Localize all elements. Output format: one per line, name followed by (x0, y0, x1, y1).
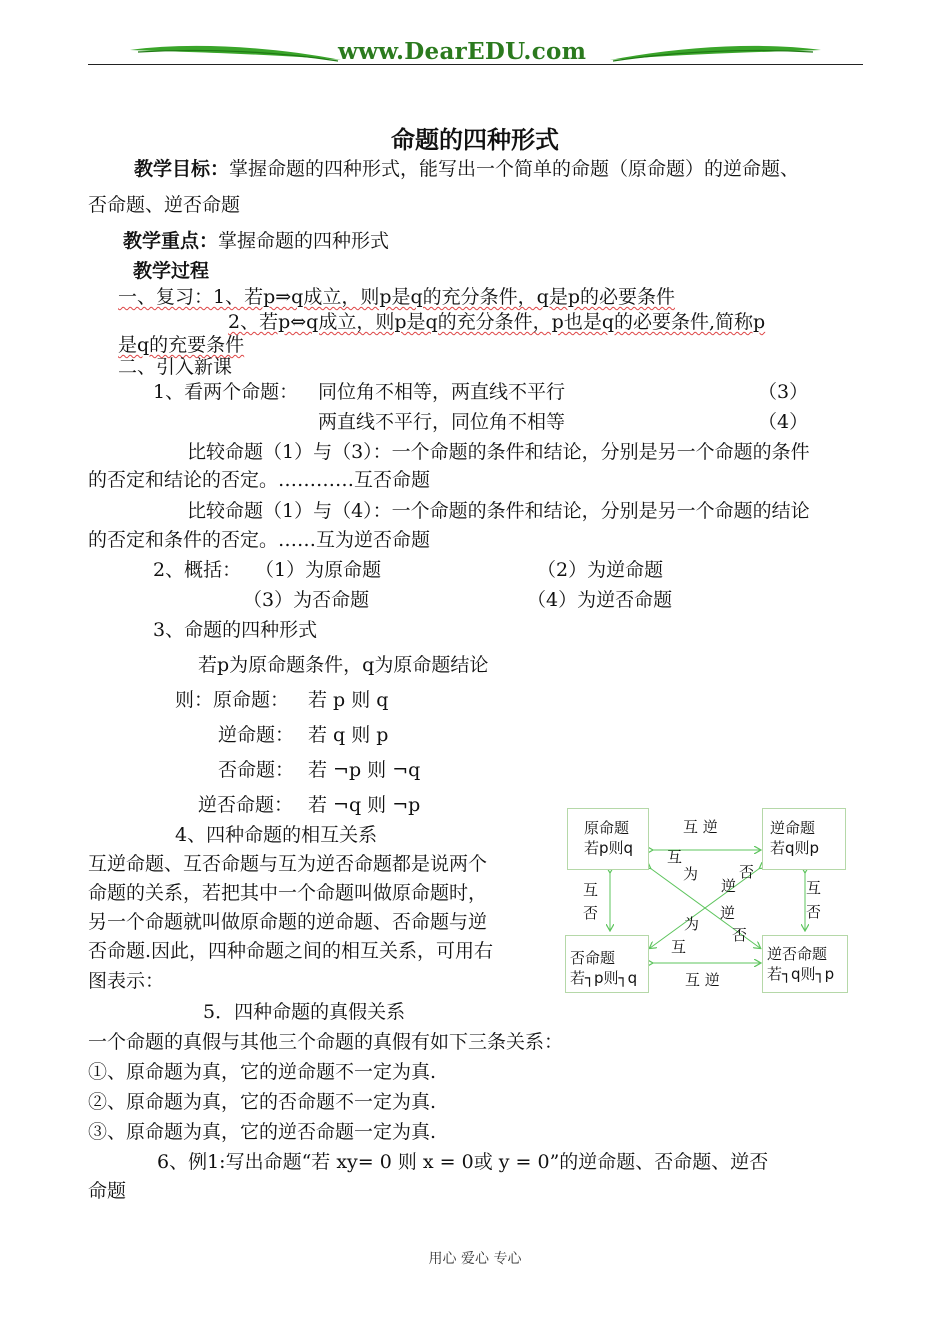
header-rule (88, 64, 863, 65)
box-contrapositive (762, 935, 848, 993)
label-diag-2-c: 为 (684, 915, 700, 933)
s1-num3: （3） (758, 381, 809, 403)
header-logo: www.DearEDU.com (338, 38, 587, 65)
s5-r2: ②、原命题为真，它的否命题不一定为真. (88, 1091, 437, 1113)
box-inverse-form: 若┐p则┐q (570, 969, 638, 987)
s3-inv: 若 ¬p 则 ¬q (308, 759, 421, 781)
page-title: 命题的四种形式 (391, 126, 559, 154)
s4-p3: 另一个命题就叫做原命题的逆命题、否命题与逆 (88, 911, 488, 933)
label-diag-1-c: 逆 (720, 904, 736, 922)
header-leaf-right-icon (608, 40, 823, 66)
box-original (567, 808, 649, 870)
s3-conv-label: 逆命题： (218, 724, 295, 746)
s3-contra: 若 ¬q 则 ¬p (308, 794, 421, 816)
s5-r3: ③、原命题为真，它的逆否命题一定为真. (88, 1121, 437, 1143)
label-left-a: 互 (583, 881, 599, 899)
s3-label: 3、命题的四种形式 (153, 619, 318, 641)
box-inverse-title: 否命题 (570, 949, 616, 967)
s6-line-1: 6、例1:写出命题“若 xy= 0 则 x = 0或 y = 0”的逆命题、否命题、逆否 (157, 1151, 769, 1173)
label-right-a: 互 (806, 879, 822, 897)
s5-label: 5．四种命题的真假关系 (203, 1001, 406, 1023)
s2-b: （2）为逆命题 (537, 559, 664, 581)
label-diag-2-d: 互 (671, 938, 687, 956)
s5-r1: ①、原命题为真，它的逆命题不一定为真. (88, 1061, 437, 1083)
focus-label: 教学重点： (123, 230, 219, 252)
intro-heading: 二、引入新课 (118, 356, 233, 378)
s3-orig-label: 则：原命题： (175, 689, 290, 711)
label-right-b: 否 (806, 903, 822, 921)
label-diag-2-b: 逆 (721, 877, 737, 895)
goal-label: 教学目标： (134, 158, 230, 180)
review-line-1: 一、复习：1、若p⇒q成立，则p是q的充分条件，q是p的必要条件 (118, 286, 675, 308)
s4-p2: 命题的关系，若把其中一个命题叫做原命题时， (88, 882, 488, 904)
label-bottom-converse: 互 逆 (685, 971, 720, 989)
review-line-2: 2、若p⇔q成立，则p是q的充分条件，p也是q的必要条件,简称p (228, 311, 766, 333)
box-contrapositive-title: 逆否命题 (767, 945, 828, 963)
s4-p5: 图表示： (88, 970, 165, 992)
s3-inv-label: 否命题： (218, 759, 295, 781)
s2-label: 2、概括： (153, 559, 242, 581)
s4-p4: 否命题.因此，四种命题之间的相互关系，可用右 (88, 940, 494, 962)
goal-text-2: 否命题、逆否命题 (88, 194, 241, 216)
focus-text: 掌握命题的四种形式 (218, 230, 390, 252)
goal-text-1: 掌握命题的四种形式，能写出一个简单的命题（原命题）的逆命题、 (229, 158, 800, 180)
focus-line (123, 229, 389, 253)
s5-intro: 一个命题的真假与其他三个命题的真假有如下三条关系： (88, 1031, 564, 1053)
review-line-3: 是q的充要条件 (118, 334, 245, 356)
box-original-form: 若p则q (584, 839, 634, 857)
label-top-converse: 互 逆 (683, 818, 718, 836)
label-diag-1-b: 为 (683, 865, 699, 883)
s1-cmp1b: 的否定和结论的否定。…………互否命题 (88, 469, 431, 491)
label-diag-1-a: 互 (667, 848, 683, 866)
s2-c: （3）为否命题 (243, 589, 370, 611)
header-leaf-left-icon (128, 40, 343, 66)
page-footer: 用心 爱心 专心 (428, 1251, 522, 1267)
s1-prop3: 同位角不相等，两直线不平行 (318, 381, 566, 403)
s3-orig: 若 p 则 q (308, 689, 389, 711)
s1-cmp2b: 的否定和条件的否定。……互为逆否命题 (88, 529, 431, 551)
s2-d: （4）为逆否命题 (527, 589, 673, 611)
s1-num4: （4） (758, 411, 809, 433)
s3-contra-label: 逆否命题： (198, 794, 294, 816)
s3-conv: 若 q 则 p (308, 724, 389, 746)
s1-prop4: 两直线不平行，同位角不相等 (318, 411, 566, 433)
box-converse-form: 若q则p (770, 839, 820, 857)
box-original-title: 原命题 (584, 819, 630, 837)
box-converse (762, 808, 846, 870)
goal-line-1 (134, 157, 799, 181)
box-converse-title: 逆命题 (770, 819, 816, 837)
box-contrapositive-form: 若┐q则┐p (767, 965, 835, 983)
label-diag-1-d: 否 (732, 926, 748, 944)
s4-p1: 互逆命题、互否命题与互为逆否命题都是说两个 (88, 853, 488, 875)
label-left-b: 否 (583, 904, 599, 922)
s1-label: 1、看两个命题： (153, 381, 299, 403)
process-heading: 教学过程 (133, 260, 210, 282)
s6-line-2: 命题 (88, 1180, 127, 1202)
s1-cmp1a: 比较命题（1）与（3）：一个命题的条件和结论，分别是另一个命题的条件 (187, 441, 810, 463)
s1-cmp2a: 比较命题（1）与（4）：一个命题的条件和结论，分别是另一个命题的结论 (187, 500, 810, 522)
box-inverse (565, 935, 649, 993)
s4-label: 4、四种命题的相互关系 (175, 824, 378, 846)
s2-a: （1）为原命题 (255, 559, 382, 581)
label-diag-2-a: 否 (739, 863, 755, 881)
s3-assume: 若p为原命题条件，q为原命题结论 (198, 654, 489, 676)
